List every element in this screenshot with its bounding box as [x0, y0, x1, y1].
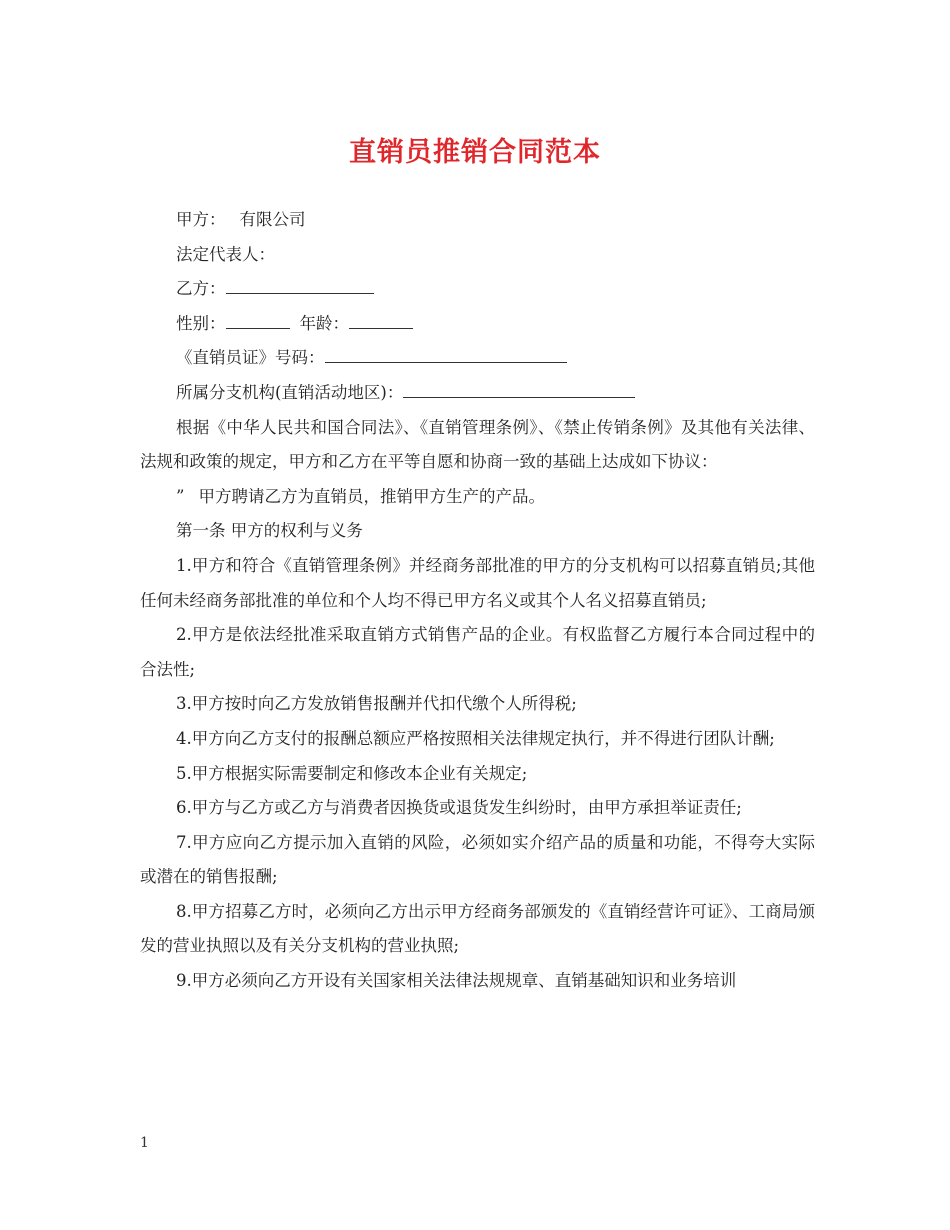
branch-label: 所属分支机构(直销活动地区)： — [176, 382, 404, 402]
gender-blank — [226, 312, 290, 329]
preamble-paragraph: 根据《中华人民共和国合同法》、《直销管理条例》、《禁止传销条例》及其他有关法律、法规和政策的规定，甲方和乙方在平等自愿和协商一致的基础上达成如下协议： — [140, 417, 815, 472]
clause-1: 1.甲方和符合《直销管理条例》并经商务部批准的甲方的分支机构可以招募直销员;其他任何未经商务部批准的单位和个人均不得已甲方名义或其个人名义招募直销员; — [140, 555, 815, 610]
branch-line — [140, 376, 815, 411]
party-b-line — [140, 272, 815, 307]
clause-6: 6.甲方与乙方或乙方与消费者因换货或退货发生纠纷时，由甲方承担举证责任; — [176, 798, 742, 818]
cert-blank — [325, 346, 567, 363]
cert-label: 《直销员证》号码： — [176, 348, 325, 368]
article-1-heading: 第一条 甲方的权利与义务 — [176, 521, 363, 541]
party-b-label: 乙方： — [176, 279, 226, 299]
age-label: 年龄： — [299, 313, 349, 333]
party-b-blank — [226, 277, 374, 294]
clause-5: 5.甲方根据实际需要制定和修改本企业有关规定; — [176, 763, 528, 783]
hire-line — [140, 480, 815, 515]
hire-text: 甲方聘请乙方为直销员，推销甲方生产的产品。 — [198, 486, 545, 506]
hire-quote-mark: ” — [176, 486, 185, 506]
clause-2: 2.甲方是依法经批准采取直销方式销售产品的企业。有权监督乙方履行本合同过程中的合法性; — [140, 625, 815, 679]
gender-age-line — [140, 307, 815, 342]
legal-rep-label: 法定代表人： — [176, 244, 275, 264]
clause-3: 3.甲方按时向乙方发放销售报酬并代扣代缴个人所得税; — [176, 694, 577, 714]
party-a-value: 有限公司 — [239, 210, 306, 229]
page-number: 1 — [140, 1135, 149, 1151]
party-a-line — [140, 203, 815, 238]
document-body — [140, 203, 815, 999]
gender-label: 性别： — [176, 313, 226, 333]
document-title: 直销员推销合同范本 — [349, 137, 601, 168]
clause-7: 7.甲方应向乙方提示加入直销的风险，必须如实介绍产品的质量和功能，不得夸大实际或潜在的销售报酬; — [140, 832, 815, 887]
clause-8: 8.甲方招募乙方时，必须向乙方出示甲方经商务部颁发的《直销经营许可证》、工商局颁发的营业执照以及有关分支机构的营业执照; — [140, 901, 815, 956]
legal-rep-line — [140, 238, 815, 273]
branch-blank — [403, 381, 635, 398]
cert-line — [140, 341, 815, 376]
age-blank — [349, 312, 413, 329]
party-a-label: 甲方： — [176, 210, 226, 229]
clause-4: 4.甲方向乙方支付的报酬总额应严格按照相关法律规定执行，并不得进行团队计酬; — [176, 728, 775, 748]
clause-9: 9.甲方必须向乙方开设有关国家相关法律法规规章、直销基础知识和业务培训 — [176, 971, 737, 991]
